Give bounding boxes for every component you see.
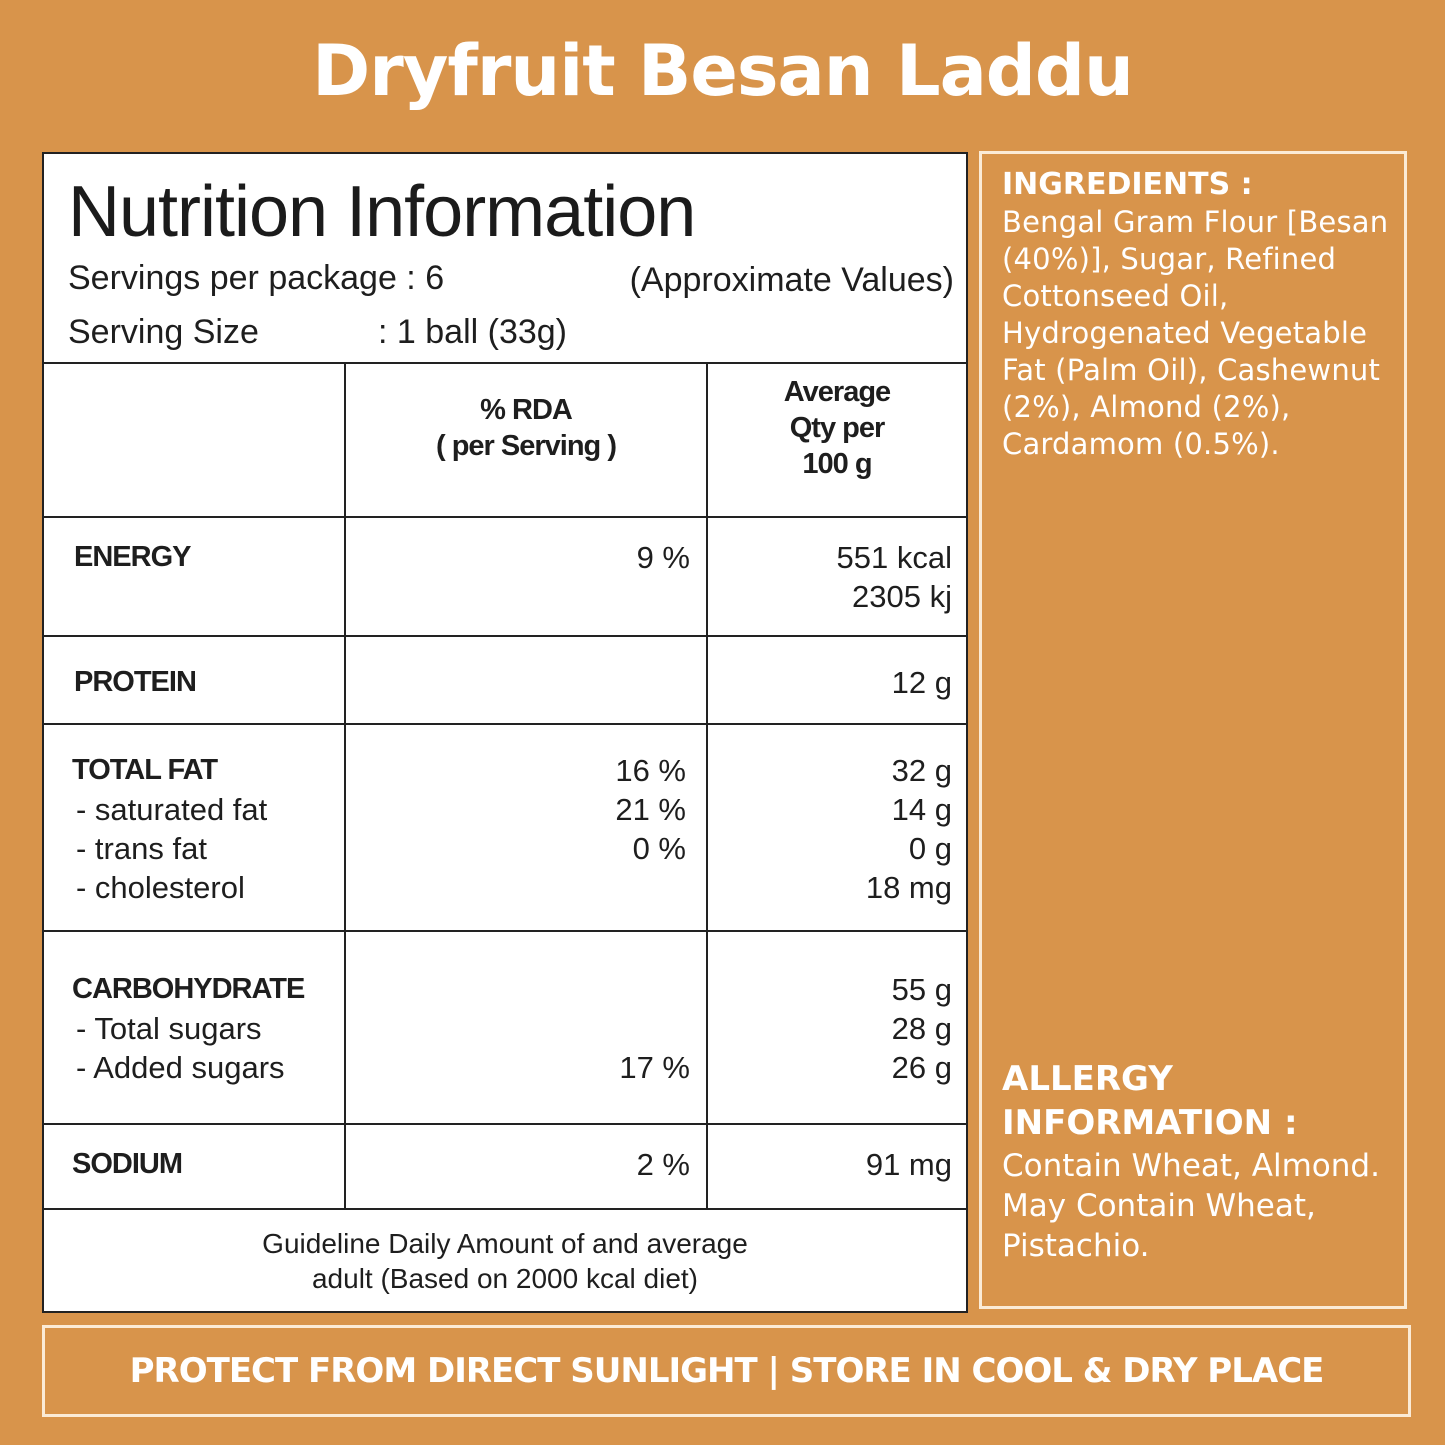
servings-per-package: Servings per package : 6 (68, 259, 445, 297)
footnote-line2: adult (Based on 2000 kcal diet) (311, 1263, 699, 1294)
sub-nutrient-label: - cholesterol (76, 870, 245, 905)
nutrient-label: CARBOHYDRATE (72, 973, 305, 1005)
nutrition-title: Nutrition Information (68, 172, 696, 252)
nutrition-panel (42, 152, 968, 1313)
rda-header-cell (344, 364, 706, 516)
qty-value: 0 g (908, 831, 952, 866)
nutrient-label: SODIUM (72, 1148, 182, 1180)
qty-value: 26 g (891, 1050, 952, 1085)
qty-value: 12 g (891, 665, 952, 700)
qty-value: 91 mg (865, 1147, 952, 1182)
serving-size-value: : 1 ball (33g) (378, 313, 567, 351)
nutrient-label: ENERGY (74, 541, 191, 573)
column-header-row (44, 364, 966, 518)
sub-nutrient-label: - Added sugars (76, 1050, 285, 1085)
nutrient-header-cell (44, 364, 344, 516)
avg-header-line3: 100 g (802, 448, 872, 480)
avg-header-line2: Qty per (789, 412, 885, 444)
nutrient-label: PROTEIN (74, 666, 196, 698)
approximate-values-note: (Approximate Values) (629, 261, 954, 299)
qty-value: 2305 kj (852, 579, 952, 614)
rda-value: 17 % (619, 1050, 690, 1085)
rda-header-line1: % RDA (480, 394, 572, 426)
table-row-protein (44, 637, 966, 725)
rda-header-line2: ( per Serving ) (436, 430, 616, 462)
rda-value: 2 % (636, 1147, 690, 1182)
sub-nutrient-label: - Total sugars (76, 1011, 262, 1046)
sub-nutrient-label: - saturated fat (76, 792, 268, 827)
avg-header-line1: Average (783, 376, 891, 408)
nutrient-label: TOTAL FAT (72, 754, 218, 786)
allergy-heading: ALLERGY INFORMATION : (1002, 1059, 1298, 1143)
ingredients-text: Bengal Gram Flour [Besan (40%)], Sugar, Refined Cottonseed Oil, Hydrogenated Vegetable Fat (Palm Oil), Cashewnut (2%), Almond (2%), Cardamom (0.5%). (1002, 205, 1389, 461)
table-row-total-fat (44, 725, 966, 932)
table-row-sodium (44, 1125, 966, 1210)
ingredients-heading: INGREDIENTS : (1002, 167, 1253, 202)
rda-value: 0 % (632, 831, 686, 866)
qty-value: 18 mg (865, 870, 952, 905)
storage-instructions-banner: PROTECT FROM DIRECT SUNLIGHT | STORE IN COOL & DRY PLACE (42, 1325, 1411, 1417)
qty-value: 32 g (891, 753, 952, 788)
qty-value: 55 g (891, 972, 952, 1007)
qty-value: 14 g (891, 792, 952, 827)
sub-nutrient-label: - trans fat (76, 831, 207, 866)
qty-value: 551 kcal (836, 540, 952, 575)
rda-value: 16 % (615, 753, 686, 788)
footnote-line1: Guideline Daily Amount of and average (262, 1228, 748, 1259)
qty-value: 28 g (891, 1011, 952, 1046)
nutrition-header (44, 154, 966, 364)
table-row-carbohydrate (44, 932, 966, 1125)
avg-qty-header-cell (706, 364, 966, 516)
rda-value: 9 % (636, 540, 690, 575)
product-title: Dryfruit Besan Laddu (312, 30, 1133, 112)
rda-value: 21 % (615, 792, 686, 827)
table-row-energy (44, 518, 966, 637)
ingredients-panel (979, 151, 1407, 1309)
allergy-text: Contain Wheat, Almond. May Contain Wheat, Pistachio. (1002, 1148, 1380, 1264)
serving-size-label: Serving Size (68, 313, 259, 351)
